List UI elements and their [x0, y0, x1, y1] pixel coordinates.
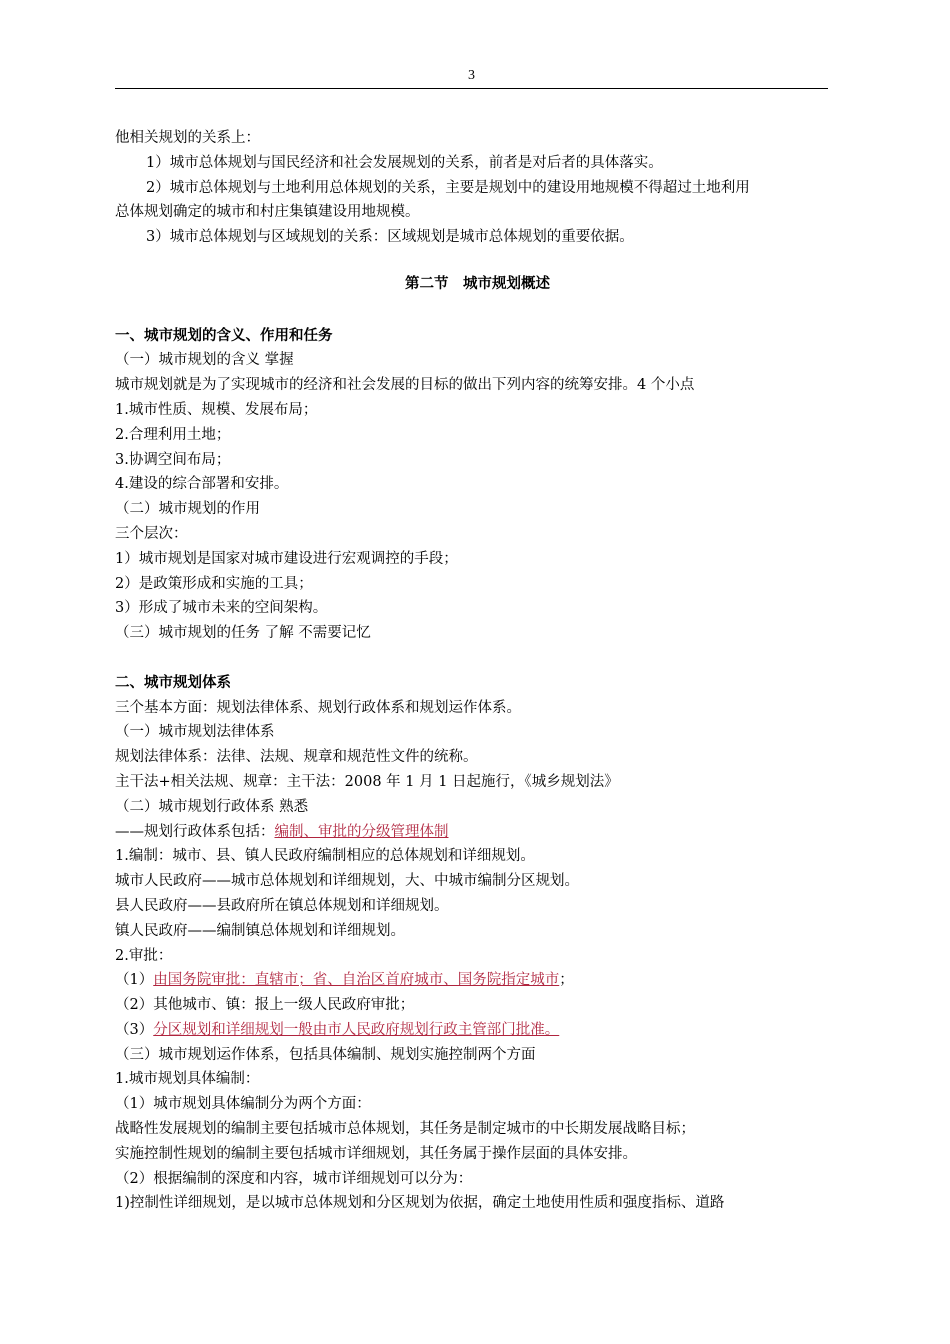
heading-part-1: 一、城市规划的含义、作用和任务: [115, 326, 333, 344]
paragraph-line: 规划法律体系：法律、法规、规章和规范性文件的统称。: [115, 749, 478, 766]
paragraph-line: （一）城市规划的含义 掌握: [115, 352, 294, 369]
paragraph-line: 城市规划就是为了实现城市的经济和社会发展的目标的做出下列内容的统筹安排。4 个小点: [115, 377, 695, 394]
paragraph-line: 城市人民政府——城市总体规划和详细规划，大、中城市编制分区规划。: [115, 873, 579, 890]
paragraph-line: 1）城市规划是国家对城市建设进行宏观调控的手段；: [115, 550, 458, 567]
paragraph-line: 3）城市总体规划与区域规划的关系：区域规划是城市总体规划的重要依据。: [146, 229, 634, 246]
paragraph-line: 2）是政策形成和实施的工具；: [115, 575, 313, 592]
paragraph-line: 1)控制性详细规划，是以城市总体规划和分区规划为依据，确定土地使用性质和强度指标、道路: [115, 1195, 725, 1212]
paragraph-line: （三）城市规划的任务 了解 不需要记忆: [115, 625, 371, 642]
paragraph-line: 1）城市总体规划与国民经济和社会发展规划的关系，前者是对后者的具体落实。: [146, 154, 663, 171]
highlighted-text: 分区规划和详细规划一般由市人民政府规划行政主管部门批准。: [153, 1021, 560, 1038]
paragraph-line: 3）形成了城市未来的空间架构。: [115, 600, 328, 617]
paragraph-line: 战略性发展规划的编制主要包括城市总体规划，其任务是制定城市的中长期发展战略目标；: [115, 1121, 695, 1138]
line-text: （1）: [115, 972, 154, 989]
paragraph-line: 2.合理利用土地；: [115, 426, 231, 443]
spacer: [115, 299, 840, 324]
page-header: [115, 66, 828, 89]
line-text: （3）: [115, 1021, 154, 1038]
highlighted-text: 编制、审批的分级管理体制: [274, 823, 449, 840]
paragraph-line: 4.建设的综合部署和安排。: [115, 476, 289, 493]
paragraph-line: 县人民政府——县政府所在镇总体规划和详细规划。: [115, 897, 449, 914]
heading-part-2: 二、城市规划体系: [115, 673, 231, 691]
paragraph-line: [115, 1018, 840, 1043]
paragraph-line: 1.城市性质、规模、发展布局；: [115, 401, 318, 418]
paragraph-line: 2）城市总体规划与土地利用总体规划的关系，主要是规划中的建设用地规模不得超过土地利用: [146, 179, 750, 196]
paragraph-line: 3.协调空间布局；: [115, 451, 231, 468]
paragraph-line: （二）城市规划行政体系 熟悉: [115, 798, 309, 815]
paragraph-line: （一）城市规划法律体系: [115, 724, 275, 741]
paragraph-line: （2）其他城市、镇：报上一级人民政府审批；: [115, 997, 415, 1014]
spacer: [115, 646, 840, 671]
paragraph-line: 实施控制性规划的编制主要包括城市详细规划，其任务属于操作层面的具体安排。: [115, 1145, 637, 1162]
paragraph-line: 主干法+相关法规、规章：主干法：2008 年 1 月 1 日起施行，《城乡规划法》: [115, 773, 619, 790]
page-body: [115, 126, 840, 1216]
paragraph-line: 三个层次：: [115, 525, 188, 542]
paragraph-line: （二）城市规划的作用: [115, 501, 260, 518]
paragraph-line: 镇人民政府——编制镇总体规划和详细规划。: [115, 922, 405, 939]
page-number: 3: [468, 68, 475, 83]
paragraph-line: 他相关规划的关系上：: [115, 130, 260, 146]
paragraph-line: 总体规划确定的城市和村庄集镇建设用地规模。: [115, 204, 420, 221]
paragraph-line: 2.审批：: [115, 947, 173, 964]
section-title: 第二节 城市规划概述: [405, 274, 550, 292]
paragraph-line: [115, 968, 840, 993]
line-text: ——规划行政体系包括：: [115, 823, 275, 840]
paragraph-line: 三个基本方面：规划法律体系、规划行政体系和规划运作体系。: [115, 699, 521, 716]
paragraph-line: [115, 820, 840, 845]
paragraph-line: （1）城市规划具体编制分为两个方面：: [115, 1096, 371, 1113]
paragraph-line: 1.城市规划具体编制：: [115, 1071, 260, 1088]
line-text: ；: [559, 972, 574, 989]
paragraph-line: 1.编制：城市、县、镇人民政府编制相应的总体规划和详细规划。: [115, 848, 535, 865]
highlighted-text: 由国务院审批：直辖市；省、自治区首府城市、国务院指定城市: [153, 972, 560, 989]
paragraph-line: （三）城市规划运作体系，包括具体编制、规划实施控制两个方面: [115, 1046, 536, 1063]
paragraph-line: （2）根据编制的深度和内容，城市详细规划可以分为：: [115, 1170, 473, 1187]
